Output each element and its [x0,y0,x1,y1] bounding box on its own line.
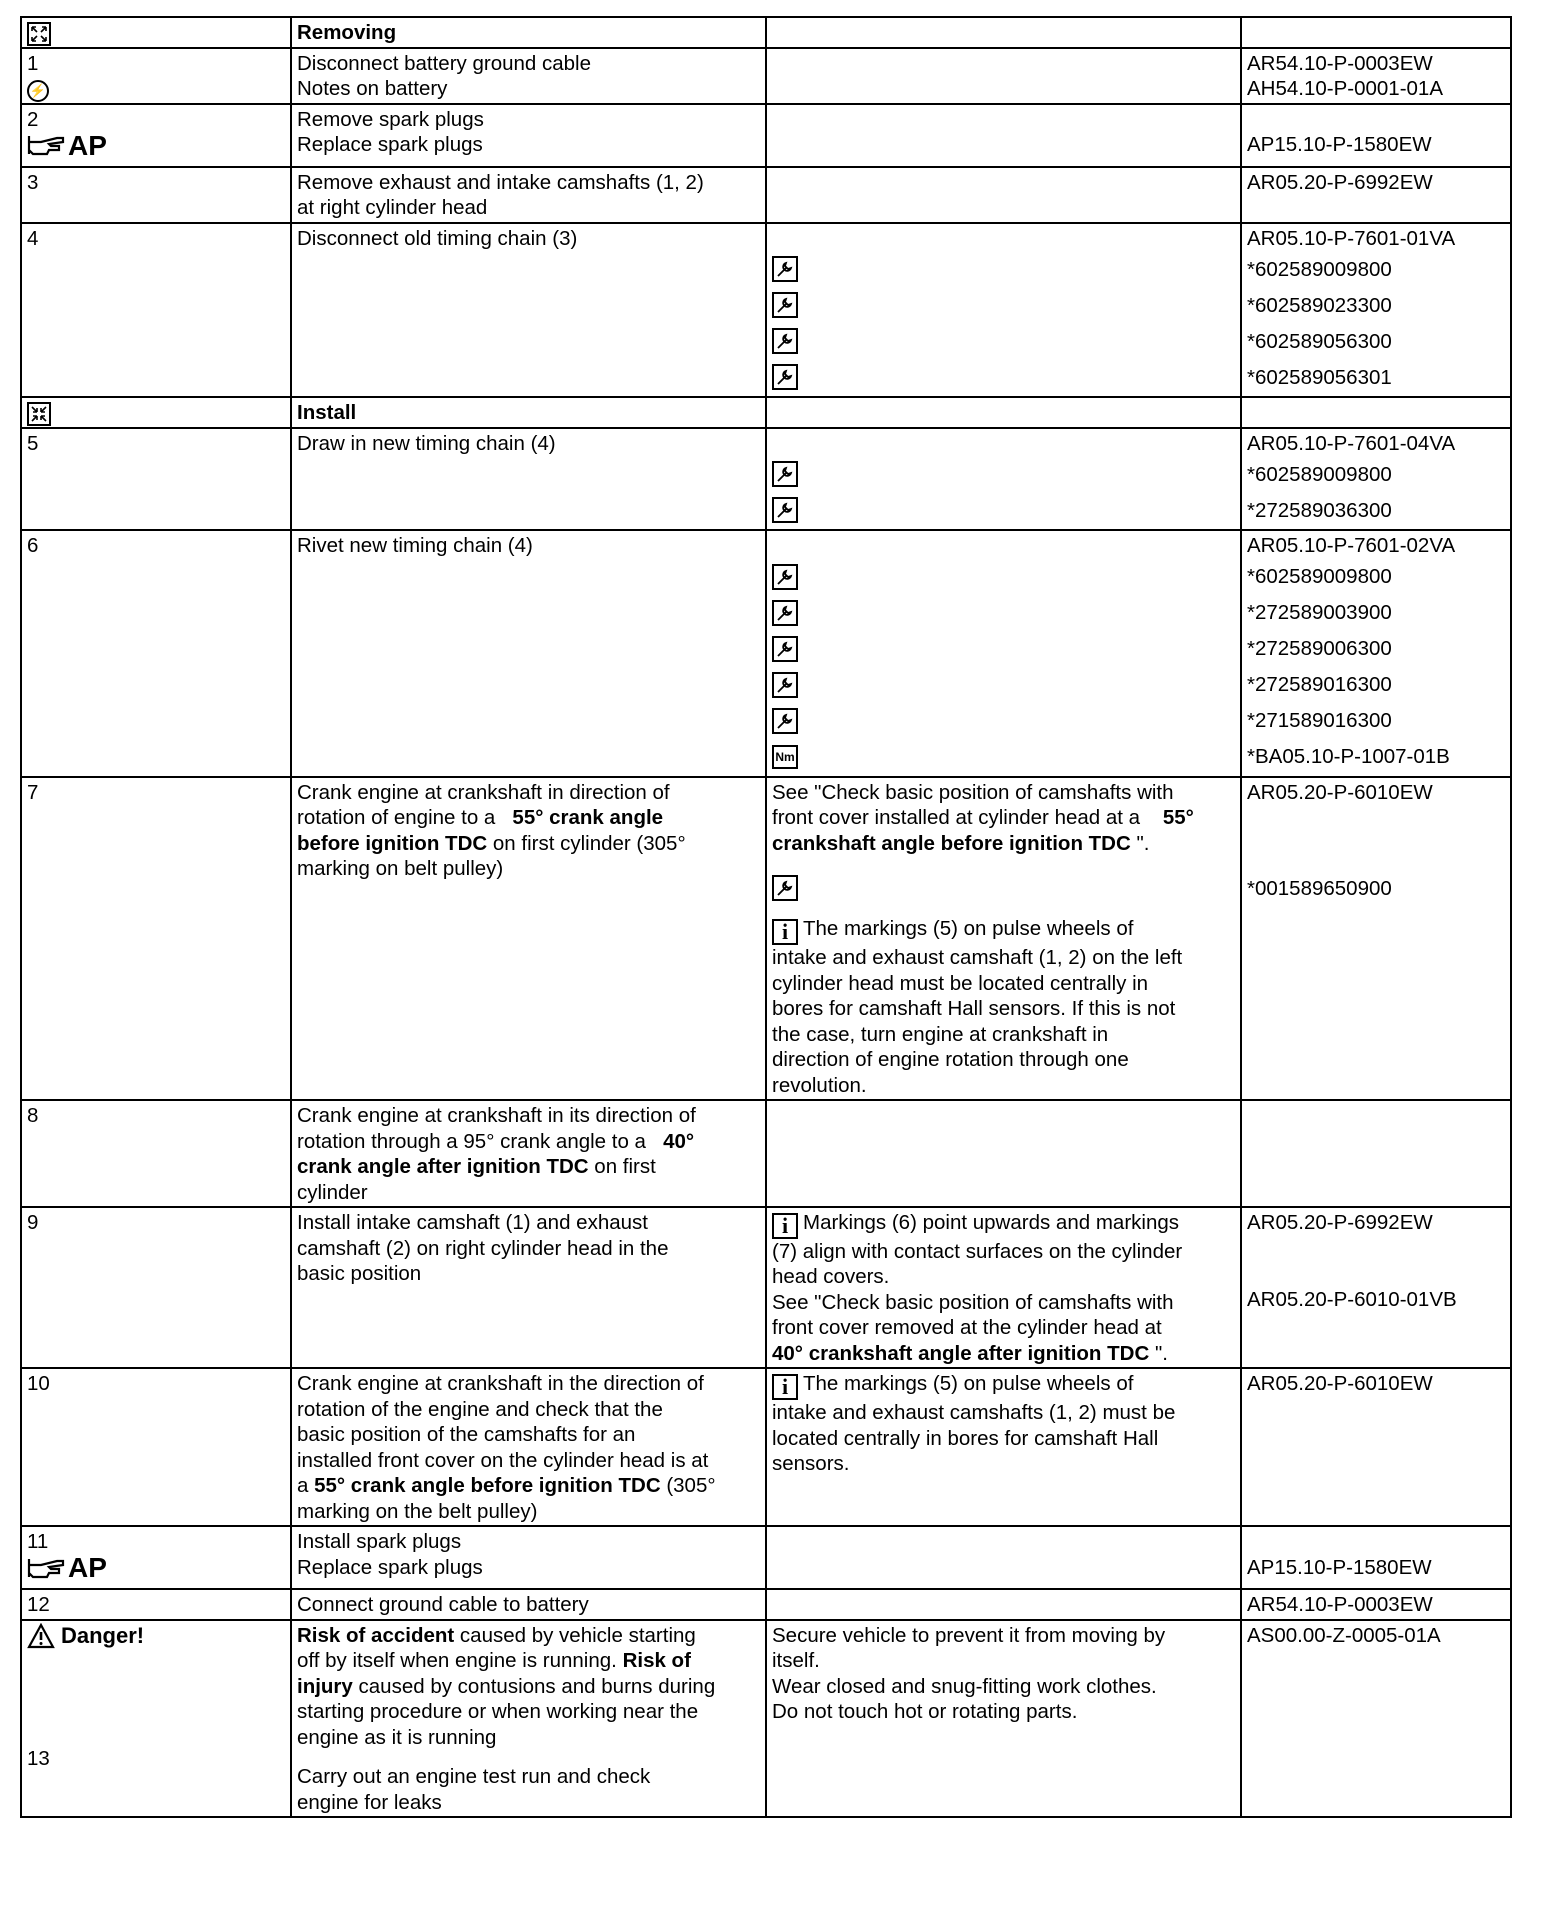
step-text-bold: 40° [663,1129,695,1153]
tool-number[interactable]: *001589650900 [1247,876,1392,900]
danger-label [27,1623,144,1649]
note-text-bold: crankshaft angle before ignition TDC [772,831,1131,855]
ap-text: Replace spark plugs [297,133,483,157]
info-text: direction of engine rotation through one [772,1048,1129,1072]
step-text: Install spark plugs [297,1530,462,1554]
reference-link[interactable]: AP15.10-P-1580EW [1247,133,1432,157]
note-text: ". [1130,831,1150,855]
info-icon: i [772,1213,798,1239]
step-row-5 [21,428,1511,531]
tool-number[interactable]: *272589006300 [1247,637,1392,661]
step-row-10 [21,1368,1511,1526]
section-header-removing [21,17,1511,48]
tool-number[interactable]: *602589009800 [1247,257,1392,281]
info-text: (7) align with contact surfaces on the cylinder [772,1239,1183,1263]
info-text: the case, turn engine at crankshaft in [772,1022,1109,1046]
danger-text: engine as it is running [297,1725,497,1749]
reference-link[interactable]: AR05.20-P-6992EW [1247,1211,1433,1235]
step-text-bold: before ignition TDC [297,831,488,855]
step-number: 13 [27,1746,50,1770]
info-icon: i [772,919,798,945]
tool-number[interactable]: *602589009800 [1247,462,1392,486]
procedure-table [20,16,1512,1818]
step-text: rotation of engine to a [297,806,496,830]
step-text: on first cylinder (305° [487,831,686,855]
step-number: 8 [27,1104,39,1128]
step-text-bold: 55° crank angle [512,806,664,830]
install-icon [27,402,51,426]
section-title-removing: Removing [297,21,397,44]
note-text: See "Check basic position of camshafts with [772,780,1174,804]
reference-link[interactable]: AS00.00-Z-0005-01A [1247,1623,1441,1647]
info-text: intake and exhaust camshaft (1, 2) on the left [772,946,1183,970]
step-text: Connect ground cable to battery [297,1593,589,1617]
step-text: Carry out an engine test run and check [297,1765,651,1789]
reference-link[interactable]: AP15.10-P-1580EW [1247,1555,1432,1579]
ap-pointer-icon [27,129,107,161]
step-text: Rivet new timing chain (4) [297,534,533,558]
tool-number[interactable]: *602589009800 [1247,565,1392,589]
step-number: 4 [27,226,39,250]
step-row-2 [21,104,1511,167]
info-text: head covers. [772,1265,890,1289]
step-text: Crank engine at crankshaft in direction of [297,780,670,804]
step-text: Crank engine at crankshaft in the direction of [297,1372,704,1396]
step-row-6 [21,530,1511,777]
tool-number[interactable]: *602589056301 [1247,365,1392,389]
info-text: revolution. [772,1073,867,1097]
tool-number[interactable]: *602589056300 [1247,329,1392,353]
special-tool-icon [772,328,798,354]
tool-number[interactable]: *272589016300 [1247,673,1392,697]
reference-link[interactable]: AR05.10-P-7601-04VA [1247,431,1456,455]
step-text: installed front cover on the cylinder head is at [297,1448,709,1472]
special-tool-icon [772,364,798,390]
reference-link[interactable]: AR54.10-P-0003EW [1247,51,1433,75]
special-tool-icon [772,672,798,698]
step-text: engine for leaks [297,1790,442,1814]
info-icon: i [772,1374,798,1400]
reference-link[interactable]: AR05.20-P-6010-01VB [1247,1287,1457,1311]
note-text-bold: 40° crankshaft angle after ignition TDC [772,1341,1150,1365]
info-text: Markings (6) point upwards and markings [803,1211,1179,1235]
step-row-8 [21,1100,1511,1207]
step-text: rotation of the engine and check that the [297,1397,663,1421]
reference-link[interactable]: AH54.10-P-0001-01A [1247,77,1444,101]
step-row-1 [21,48,1511,104]
step-row-danger-13 [21,1620,1511,1818]
step-text: basic position [297,1262,422,1286]
step-number: 5 [27,431,39,455]
step-text: Remove exhaust and intake camshafts (1, 2) [297,170,704,194]
tool-number[interactable]: *271589016300 [1247,709,1392,733]
reference-link[interactable]: AR05.10-P-7601-01VA [1247,226,1456,250]
step-text: Disconnect battery ground cable [297,51,592,75]
info-text: cylinder head must be located centrally in [772,971,1149,995]
special-tool-icon [772,497,798,523]
step-row-3 [21,167,1511,223]
step-number: 9 [27,1211,39,1235]
step-number: 1 [27,51,39,75]
step-text: a [297,1474,315,1498]
step-row-7 [21,777,1511,1100]
danger-text: Danger! [61,1623,145,1649]
step-text: Remove spark plugs [297,107,484,131]
danger-measure: itself. [772,1649,820,1673]
step-text: Disconnect old timing chain (3) [297,226,578,250]
special-tool-icon [772,256,798,282]
section-title-install: Install [297,401,357,425]
ap-label: AP [68,129,107,161]
step-row-12 [21,1589,1511,1620]
step-number: 3 [27,170,39,194]
step-text: cylinder [297,1180,368,1204]
removing-icon [27,22,51,46]
step-text: on first [588,1155,656,1179]
step-number: 10 [27,1372,50,1396]
info-text: sensors. [772,1452,850,1476]
torque-nm-icon: Nm [772,745,798,769]
step-row-4 [21,223,1511,398]
danger-text: off by itself when engine is running. [297,1649,623,1673]
step-text: (305° [660,1474,716,1498]
danger-text-bold: Risk of accident [297,1623,455,1647]
step-number: 6 [27,534,39,558]
note-text: Notes on battery [297,77,448,101]
special-tool-icon [772,292,798,318]
step-text: rotation through a 95° crank angle to a [297,1129,646,1153]
note-text: front cover installed at cylinder head at a [772,806,1141,830]
danger-text-bold: Risk of [622,1649,691,1673]
step-number: 7 [27,780,39,804]
step-text: Crank engine at crankshaft in its direction of [297,1104,696,1128]
step-text: marking on belt pulley) [297,857,504,881]
danger-text: caused by contusions and burns during [352,1674,716,1698]
section-header-install [21,397,1511,428]
danger-measure: Secure vehicle to prevent it from moving by [772,1623,1166,1647]
ap-pointer-icon [27,1552,107,1584]
reference-link[interactable]: AR05.10-P-7601-02VA [1247,534,1456,558]
step-text: camshaft (2) on right cylinder head in the [297,1236,669,1260]
step-row-9 [21,1207,1511,1368]
tool-number[interactable]: *272589003900 [1247,601,1392,625]
ap-text: Replace spark plugs [297,1555,483,1579]
step-number: 12 [27,1593,50,1617]
special-tool-icon [772,708,798,734]
step-text: Draw in new timing chain (4) [297,431,556,455]
danger-measure: Do not touch hot or rotating parts. [772,1700,1078,1724]
special-tool-icon [772,461,798,487]
step-text: at right cylinder head [297,196,488,220]
reference-link[interactable]: AR54.10-P-0003EW [1247,1593,1433,1617]
step-text: marking on the belt pulley) [297,1499,538,1523]
warning-triangle-icon [27,1623,55,1649]
danger-text-bold: injury [297,1674,353,1698]
reference-link[interactable]: AR05.20-P-6010EW [1247,780,1433,804]
torque-reference-link[interactable]: *BA05.10-P-1007-01B [1247,745,1450,769]
special-tool-icon [772,636,798,662]
reference-link[interactable]: AR05.20-P-6010EW [1247,1372,1433,1396]
note-text-bold: 55° [1162,806,1194,830]
danger-text: starting procedure or when working near the [297,1700,699,1724]
ap-label: AP [68,1552,107,1584]
step-text: Install intake camshaft (1) and exhaust [297,1211,648,1235]
info-text: intake and exhaust camshafts (1, 2) must be [772,1401,1176,1425]
step-text-bold: crank angle after ignition TDC [297,1155,589,1179]
info-text: located centrally in bores for camshaft Hall [772,1426,1159,1450]
reference-link[interactable]: AR05.20-P-6992EW [1247,170,1433,194]
note-text: See "Check basic position of camshafts with [772,1290,1174,1314]
info-text: The markings (5) on pulse wheels of [803,917,1134,941]
note-text: front cover removed at the cylinder head at [772,1316,1162,1340]
info-text: bores for camshaft Hall sensors. If this is not [772,997,1176,1021]
danger-measure: Wear closed and snug-fitting work clothes. [772,1674,1157,1698]
danger-text: caused by vehicle starting [454,1623,696,1647]
step-text: basic position of the camshafts for an [297,1423,636,1447]
special-tool-icon [772,600,798,626]
info-text: The markings (5) on pulse wheels of [803,1372,1134,1396]
note-text: ". [1149,1341,1168,1365]
step-number: 2 [27,107,39,131]
battery-note-icon: ⚡ [27,80,49,102]
step-row-11 [21,1526,1511,1589]
step-number: 11 [27,1530,49,1554]
special-tool-icon [772,875,798,901]
step-text-bold: 55° crank angle before ignition TDC [314,1474,661,1498]
special-tool-icon [772,564,798,590]
tool-number[interactable]: *272589036300 [1247,498,1392,522]
tool-number[interactable]: *602589023300 [1247,293,1392,317]
